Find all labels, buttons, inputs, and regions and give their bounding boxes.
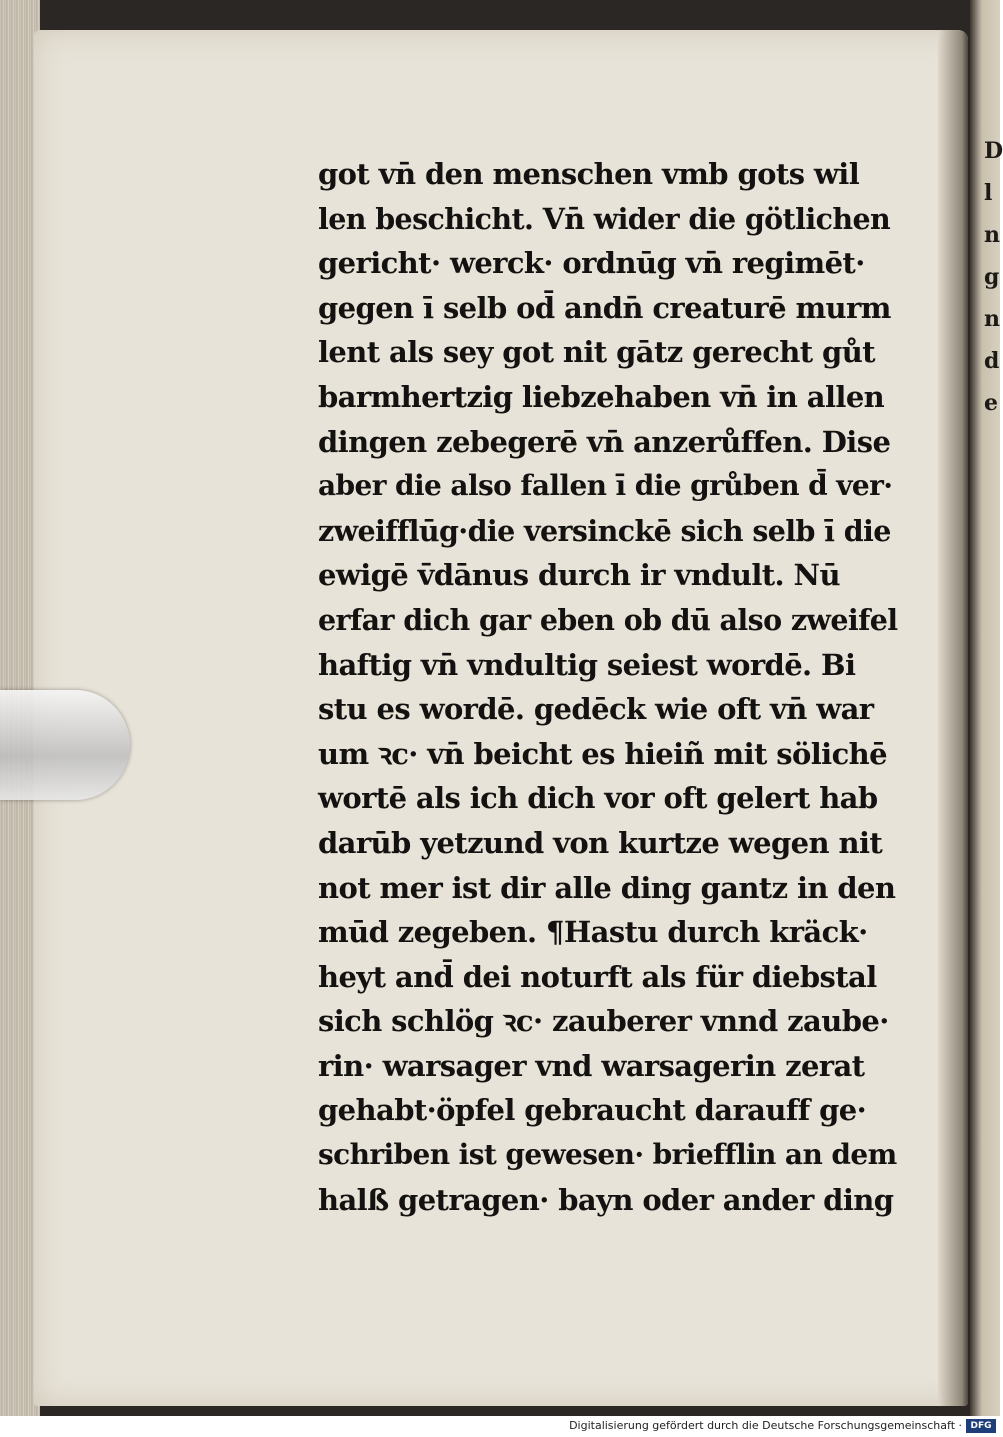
text-line: gegen ī selb od̄ andn̄ creaturē murm <box>318 290 891 325</box>
margin-letter: n <box>984 306 1000 332</box>
text-line: sich schlög ꝛc· zauberer vnnd zaube· <box>318 1004 889 1039</box>
next-page-margin <box>970 0 1003 1416</box>
text-line: not mer ist dir alle ding gantz in den <box>318 870 896 905</box>
text-block <box>318 152 898 1222</box>
margin-letter: D <box>984 138 1003 164</box>
text-line: wortē als ich dich vor oft gelert hab <box>318 781 878 816</box>
text-line: halß getragen· bayn oder ander ding <box>318 1182 894 1217</box>
digitization-credit: Digitalisierung gefördert durch die Deutsche Forschungsgemeinschaft · <box>569 1419 962 1432</box>
page-clip <box>0 690 130 800</box>
margin-letter: e <box>984 390 998 416</box>
text-line: haftig vn̄ vndultig seiest wordē. Bi <box>318 647 856 682</box>
text-line: rin· warsager vnd warsagerin zerat <box>318 1048 865 1083</box>
text-line: barmhertzig liebzehaben vn̄ in allen <box>318 379 885 414</box>
text-line: lent als sey got nit gātz gerecht gůt <box>318 335 875 370</box>
footer <box>0 1416 1000 1437</box>
margin-letter: d <box>984 348 1000 374</box>
page-gutter <box>938 30 968 1406</box>
text-line: mūd zegeben. ¶Hastu durch kräck· <box>318 915 868 950</box>
text-line: heyt and̄ dei noturft als für diebstal <box>318 959 877 994</box>
text-line: got vn̄ den menschen vmb gots wil <box>318 157 860 191</box>
text-line: dingen zebegerē vn̄ anzerůffen. Dise <box>318 424 891 459</box>
text-line: ewigē v̄dānus durch ir vndult. Nū <box>318 558 840 593</box>
margin-letter: l <box>984 180 993 206</box>
text-line: um ꝛc· vn̄ beicht es hieiñ mit sölichē <box>318 736 887 771</box>
text-line: darūb yetzund von kurtze wegen nit <box>318 825 883 860</box>
text-line: gericht· werck· ordnūg vn̄ regimēt· <box>318 246 865 281</box>
margin-letter: n <box>984 222 1000 248</box>
text-line: zweifflūg·die versinckē sich selb ī die <box>318 513 891 548</box>
text-line: schriben ist gewesen· briefflin an dem <box>318 1138 897 1172</box>
text-line: aber die also fallen ī die grůben d̄ ver· <box>318 469 893 503</box>
dfg-logo: DFG <box>966 1419 996 1433</box>
margin-letter: g <box>984 264 1000 290</box>
text-line: len beschicht. Vn̄ wider die götlichen <box>318 201 891 236</box>
text-line: stu es wordē. gedēck wie oft vn̄ war <box>318 692 874 727</box>
text-line: gehabt·öpfel gebraucht darauff ge· <box>318 1093 867 1128</box>
text-line: erfar dich gar eben ob dū also zweifel <box>318 602 898 637</box>
